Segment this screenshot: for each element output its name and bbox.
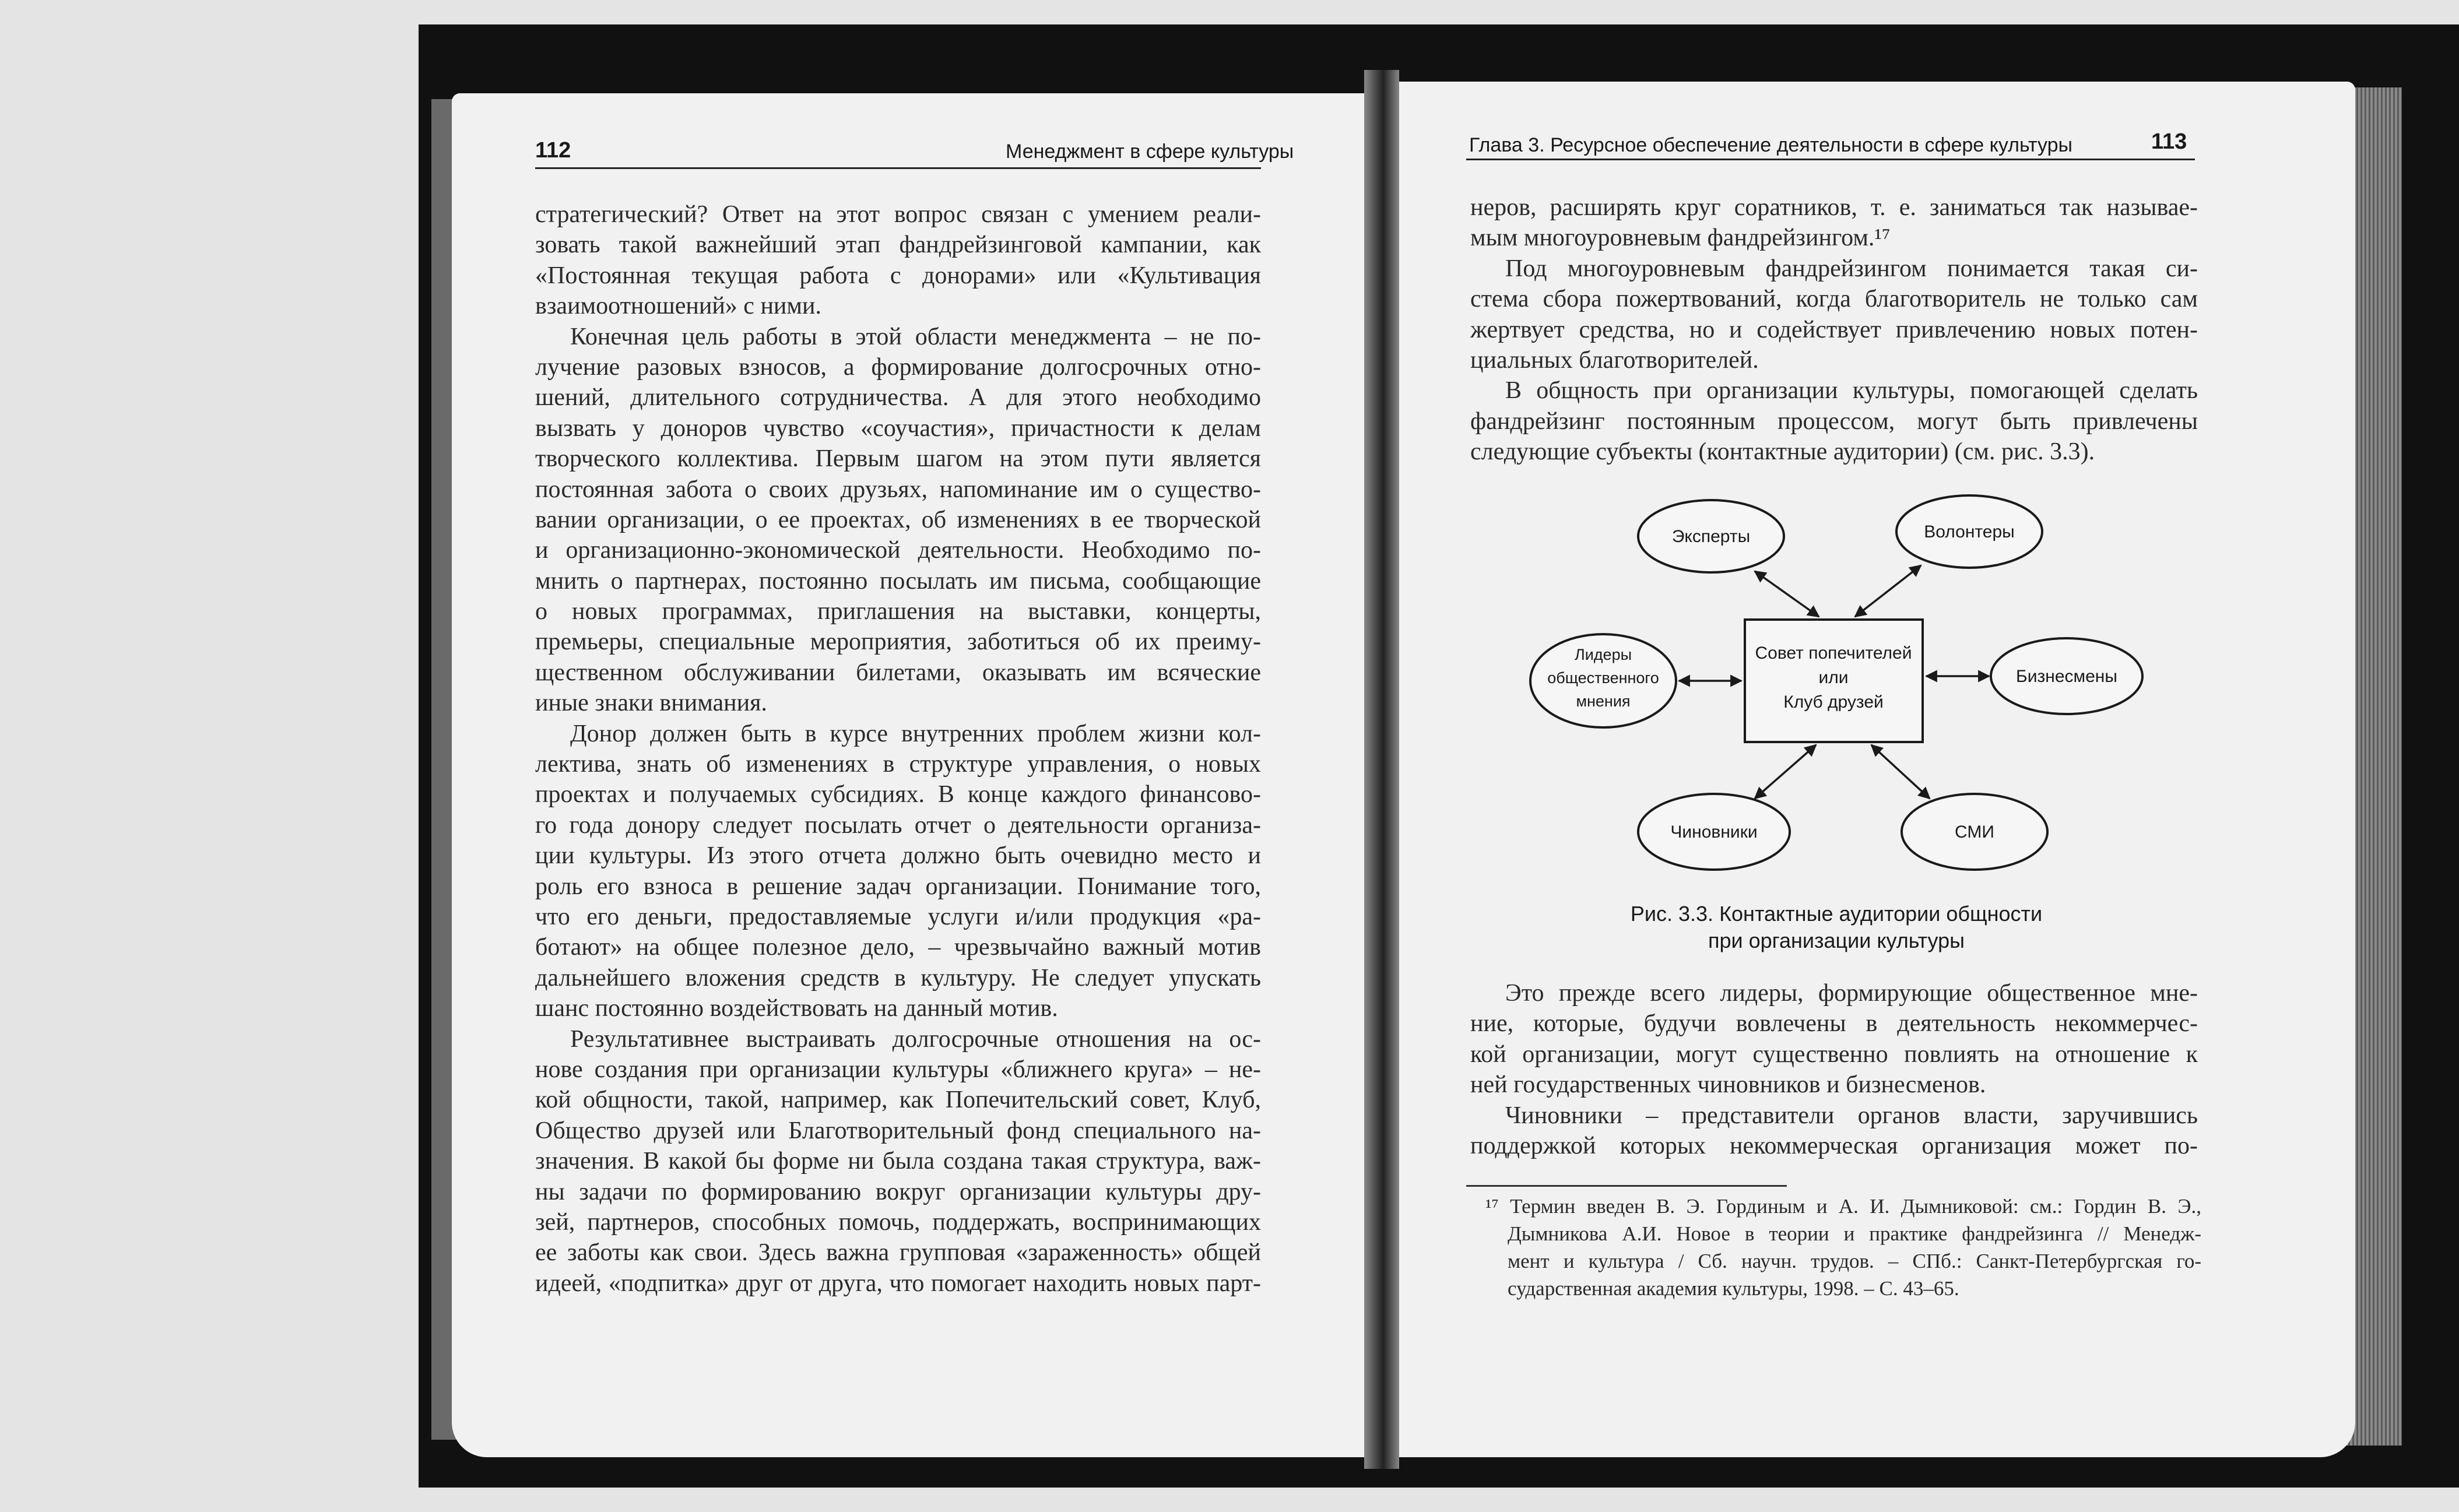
footnote-rule xyxy=(1466,1185,1787,1187)
left-body-line: кой общности, такой, например, как Попечительский совет, Клуб, xyxy=(535,1086,1261,1114)
left-header-rule xyxy=(535,167,1261,169)
node-leaders-label-1: Лидеры xyxy=(1575,646,1632,663)
node-experts-label: Эксперты xyxy=(1671,527,1751,546)
right-body-top-line: жертвует средства, но и содействует привлечению новых потен- xyxy=(1470,316,2198,343)
right-body-bottom-line: Это прежде всего лидеры, формирующие общественное мне- xyxy=(1505,980,2198,1007)
right-body-bottom-line: ние, которые, будучи вовлечены в деятельность некоммерчес- xyxy=(1470,1010,2198,1038)
left-body-line: «Постоянная текущая работа с донорами» или «Культивация xyxy=(535,262,1261,289)
node-media-label: СМИ xyxy=(1955,822,1994,842)
left-body-line: лучение разовых взносов, а формирование долгосрочных отно- xyxy=(535,353,1261,381)
figure-caption xyxy=(1492,901,2180,954)
right-body-top-line: мым многоуровневым фандрейзингом.¹⁷ xyxy=(1470,224,1891,252)
arrow-experts xyxy=(1755,571,1819,617)
left-body-line: шанс постоянно воздействовать на данный мотив. xyxy=(535,995,1058,1022)
right-header-rule xyxy=(1466,159,2195,160)
left-page-number: 112 xyxy=(535,138,571,163)
right-body-text-top xyxy=(1470,192,2198,467)
right-body-text-bottom xyxy=(1470,978,2198,1161)
left-body-line: мнить о партнерах, постоянно посылать им письма, сообщающие xyxy=(535,567,1261,595)
left-body-line: шений, длительного сотрудничества. А для этого необходимо xyxy=(535,384,1261,412)
left-running-title: Менеджмент в сфере культуры xyxy=(1006,140,1294,163)
left-body-line: нове создания при организации культуры «ближнего круга» – не- xyxy=(535,1056,1261,1083)
left-body-line: Общество друзей или Благотворительный фонд специального на- xyxy=(535,1117,1261,1144)
left-body-line: творческого коллектива. Первым шагом на этом пути является xyxy=(535,445,1261,473)
left-body-line: дальнейшего вложения средств в культуру. Не следует упускать xyxy=(535,964,1261,991)
left-body-line: о новых программах, приглашения на выставки, концерты, xyxy=(535,598,1261,625)
right-body-bottom-line: Чиновники – представители органов власти, заручившись xyxy=(1505,1102,2198,1129)
left-body-line: ботают» на общее полезное дело, – чрезвычайно важный мотив xyxy=(535,934,1261,961)
right-body-top-line: циальных благотворителей. xyxy=(1470,346,1759,374)
left-body-line: ее заботы как свои. Здесь важна групповая «зараженность» общей xyxy=(535,1239,1261,1267)
contact-audiences-diagram xyxy=(1516,484,2157,892)
node-officials-label: Чиновники xyxy=(1670,822,1758,842)
footnote-line: ¹⁷ Термин введен В. Э. Гординым и А. И. Дымниковой: см.: Гордин В. Э., xyxy=(1485,1195,2201,1218)
arrow-officials xyxy=(1755,745,1816,799)
book-gutter xyxy=(1364,70,1399,1469)
node-volunteers-label: Волонтеры xyxy=(1924,522,2015,541)
node-leaders-label-3: мнения xyxy=(1576,692,1631,710)
right-body-bottom-line: поддержкой которых некоммерческая организация может по- xyxy=(1470,1132,2198,1159)
right-body-top-line: фандрейзинг постоянным процессом, могут быть привлечены xyxy=(1470,407,2198,435)
right-body-top-line: следующие субъекты (контактные аудитории) (см. рис. 3.3). xyxy=(1470,438,2095,466)
left-body-line: что его деньги, предоставляемые услуги и/или продукция «ра- xyxy=(535,903,1261,930)
left-body-line: проектах и получаемых субсидиях. В конце каждого финансово- xyxy=(535,781,1261,808)
left-body-line: ции культуры. Из этого отчета должно быть очевидно место и xyxy=(535,842,1261,870)
right-body-bottom-line: ней государственных чиновников и бизнесменов. xyxy=(1470,1071,1986,1099)
right-body-top-line: стема сбора пожертвований, когда благотворитель не только сам xyxy=(1470,286,2198,313)
left-body-line: зовать такой важнейший этап фандрейзинговой кампании, как xyxy=(535,231,1261,259)
arrow-volunteers xyxy=(1855,565,1921,617)
arrow-media xyxy=(1871,745,1930,799)
node-business-label: Бизнесмены xyxy=(2016,667,2117,686)
left-body-line: го года донору следует посылать отчет о деятельности организа- xyxy=(535,811,1261,839)
left-body-line: лектива, знать об изменениях в структуре управления, о новых xyxy=(535,751,1261,778)
node-leaders-label-2: общественного xyxy=(1547,669,1659,687)
left-body-line: взаимоотношений» с ними. xyxy=(535,293,821,320)
footnote-line: Дымникова А.И. Новое в теории и практике фандрейзинга // Менедж- xyxy=(1508,1222,2201,1245)
center-label-1: Совет попечителей xyxy=(1755,644,1912,663)
figure-caption-line-1: Рис. 3.3. Контактные аудитории общности xyxy=(1630,902,2043,926)
right-body-top-line: неров, расширять круг соратников, т. е. заниматься так называе- xyxy=(1470,194,2198,221)
left-body-line: Результативнее выстраивать долгосрочные отношения на ос- xyxy=(570,1025,1261,1053)
left-body-line: идеей, «подпитка» друг от друга, что помогает находить новых парт- xyxy=(535,1270,1261,1297)
left-body-line: вании организации, о ее проектах, об изменениях в ее творческой xyxy=(535,506,1261,533)
figure-caption-line-2: при организации культуры xyxy=(1708,929,1965,952)
left-body-line: премьеры, специальные мероприятия, заботиться об их преиму- xyxy=(535,628,1261,656)
left-body-line: иные знаки внимания. xyxy=(535,690,767,717)
footnote-line: сударственная академия культуры, 1998. – С. 43–65. xyxy=(1508,1277,1959,1300)
left-body-line: ны задачи по формированию вокруг организации культуры дру- xyxy=(535,1178,1261,1205)
center-label-2: или xyxy=(1818,668,1849,687)
left-body-line: значения. В какой бы форме ни была создана такая структура, важ- xyxy=(535,1148,1261,1175)
left-body-line: и организационно-экономической деятельности. Необходимо по- xyxy=(535,537,1261,564)
right-body-top-line: Под многоуровневым фандрейзингом понимается такая си- xyxy=(1505,255,2198,282)
right-body-bottom-line: кой организации, могут существенно повлиять на отношение к xyxy=(1470,1040,2198,1068)
right-body-top-line: В общность при организации культуры, помогающей сделать xyxy=(1505,377,2198,405)
left-body-line: роль его взноса в решение задач организации. Понимание того, xyxy=(535,873,1261,900)
right-running-title: Глава 3. Ресурсное обеспечение деятельности в сфере культуры xyxy=(1469,134,2072,156)
footnote xyxy=(1485,1193,2201,1302)
left-body-line: Донор должен быть в курсе внутренних проблем жизни кол- xyxy=(570,720,1261,747)
footnote-line: мент и культура / Сб. научн. трудов. – СПб.: Санкт-Петербургская го- xyxy=(1508,1250,2201,1272)
center-label-3: Клуб друзей xyxy=(1783,692,1884,712)
left-body-text xyxy=(535,199,1261,1299)
left-body-line: Конечная цель работы в этой области менеджмента – не по- xyxy=(570,323,1261,350)
left-body-line: вызвать у доноров чувство «соучастия», причастности к делам xyxy=(535,414,1261,442)
left-body-line: зей, партнеров, способных помочь, поддержать, воспринимающих xyxy=(535,1208,1261,1236)
left-body-line: щественном обслуживании билетами, оказывать им всяческие xyxy=(535,659,1261,686)
left-body-line: стратегический? Ответ на этот вопрос связан с умением реали- xyxy=(535,201,1261,228)
left-body-line: постоянная забота о своих друзьях, напоминание им о существо- xyxy=(535,476,1261,503)
right-page-number: 113 xyxy=(2151,129,2187,154)
